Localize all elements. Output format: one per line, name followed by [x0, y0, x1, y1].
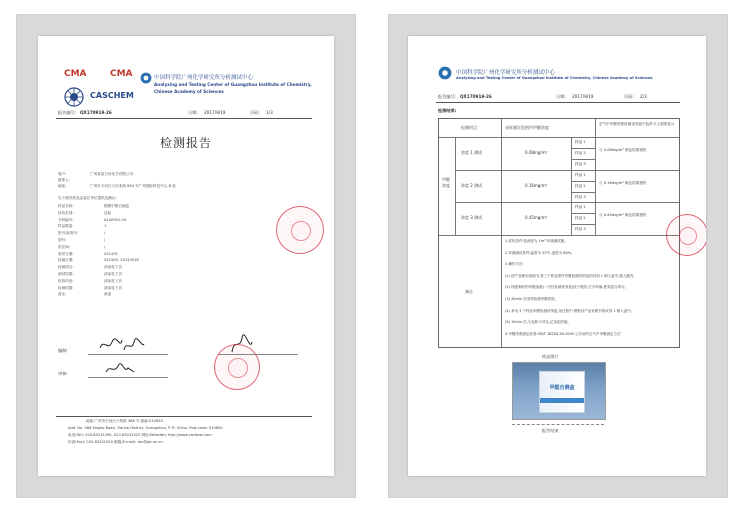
cma-logo-2-text: CMA [110, 69, 133, 79]
note-line: (4) 拿出 3 个样品甲醛检测试剂盒,用过程中,观察其产品说明书的试剂 1 倒入盒中。 [505, 308, 635, 313]
test-group-divider [455, 202, 679, 203]
test-result: 与 0.08mg/m³ 颜色结果相符 [599, 148, 647, 152]
col-divider-3 [571, 137, 572, 235]
report-end: 报告结束 [542, 428, 559, 433]
org-name-cn: 中国科学院广州化学研究所分析测试中心 [154, 75, 254, 81]
sample-cell: 样品 2 [575, 150, 586, 155]
test-result: 与 0.45mg/m³ 颜色结果相符 [599, 213, 647, 218]
sample-divider [571, 192, 595, 193]
footer-fax: 传真(Fax): 020-85231029 邮箱(E-mail): atc@gic.ac.cn [68, 440, 163, 444]
footer-tel: 电话(Tel): 020-85231290, 020-85231023 网址(Website): http://www.cacitest.com [68, 433, 212, 437]
sample-row-label: 型号: [58, 238, 67, 242]
notes-label: 备注 [465, 289, 473, 294]
org-name-en-2: Chinese Academy of Sciences [154, 89, 224, 94]
header-rule-2 [436, 102, 680, 103]
report-page-2 [408, 36, 706, 476]
test-name: 浓度 2 测试 [461, 182, 483, 188]
header-range: 采样测定范围内甲醛浓度 [505, 125, 549, 130]
sample-cell: 样品 1 [575, 205, 586, 210]
sample-row-value: / [104, 244, 106, 249]
photo-caption: 样品图片 [542, 354, 559, 359]
cma-logo-2 [110, 69, 132, 81]
product-box-stripe [540, 398, 584, 403]
table-body-bottom [439, 235, 679, 236]
sample-cell: 样品 1 [575, 172, 586, 177]
footer-address-en: Add: No. 368 Xingke Road, Tianhe District, Guangzhou, P. R. China. Post code: 510650 [68, 426, 223, 430]
note-line: (2) 待配制好的甲醛溶液(一次性检测试剂盒)放于舱内,打开风扇,使其混合均匀。 [505, 285, 629, 290]
note-line: 1.试验条件:检测室为 1m³ 环境测试舱。 [505, 239, 568, 243]
sample-row-label: 检验类别: [58, 210, 74, 215]
sample-row-label: 备注: [58, 292, 67, 297]
reviewer-label: 审核: [58, 371, 68, 376]
note-line: 4.甲醛浓度测定标准:GB/T 18204.26-2000 公共场所空气中甲醛测定方法 [505, 331, 621, 336]
sample-cell: 样品 1 [575, 140, 586, 144]
date-value: 2017/9/19 [204, 110, 226, 115]
editor-line [88, 354, 168, 355]
sample-divider [571, 159, 595, 160]
page-value: 1/3 [266, 110, 273, 115]
institute-emblem-icon [140, 72, 152, 84]
sample-row-value: A140901-04 [104, 217, 127, 222]
report-page-1 [38, 36, 334, 476]
sample-row-label: 样品名称: [58, 204, 74, 208]
header-rule [56, 118, 312, 119]
sample-row-value: 被委 [104, 292, 112, 297]
cma-logo-1-text: CMA [64, 69, 87, 79]
editor-label: 编制: [58, 348, 68, 353]
client-label: 客户: [58, 172, 67, 176]
product-box-label: 甲醛自测盒 [549, 385, 575, 391]
note-line: 3.操作方法: [505, 262, 524, 267]
table-header-divider [439, 137, 679, 138]
end-rule [512, 424, 604, 425]
editor-signature [98, 336, 146, 354]
institute-emblem-icon-2 [438, 66, 452, 80]
org-name-en-1: Analyzing and Testing Center of Guangzhou Institute of Chemistry, [154, 82, 312, 87]
address-value: 广州市天河区天河北路 894 号广州国际科技中心 B 座 [90, 184, 176, 188]
sample-row-value: 2014/9/ [104, 251, 118, 256]
test-name: 浓度 1 测试 [461, 150, 483, 155]
sample-row-value: 请参见下页 [104, 265, 122, 270]
date-label-2: 日期: [556, 94, 566, 99]
sample-cell: 样品 3 [575, 161, 586, 166]
footer-address-cn: 地址:广州市天河区兴科路 368 号 邮编:510650 [86, 419, 163, 423]
reviewer-signature [104, 362, 136, 376]
date-label: 日期: [188, 110, 198, 115]
header-result: 空气中甲醛浓度检测试剂盒中色阶卡上面度显示 [599, 122, 675, 126]
col-divider-2 [501, 119, 502, 235]
sample-row-label: 分析编号: [58, 217, 74, 222]
report-no-label-2: 报告编号: [438, 94, 457, 99]
sample-row-value: / [104, 238, 106, 242]
contact-label: 联系人: [58, 178, 70, 182]
official-stamp-2 [214, 344, 260, 390]
sample-row-label: 检测项目: [58, 265, 74, 270]
sample-row-label: 供应商: [58, 244, 70, 249]
test-concentration: 0.16mg/m³ [525, 182, 548, 188]
col-divider-4 [595, 119, 596, 235]
report-no-label: 报告编号: [58, 110, 77, 115]
cas-emblem-icon [64, 87, 84, 107]
sample-row-label: 样品数量: [58, 224, 74, 229]
section-title: 检测结果: [438, 108, 457, 113]
test-group-divider [455, 170, 679, 171]
sample-row-label: 检测日期: [58, 258, 74, 263]
product-box [539, 371, 585, 413]
sample-cell: 样品 2 [575, 216, 586, 221]
org-name-cn-2: 中国科学院广州化学研究所分析测试中心 [456, 70, 556, 76]
col-divider-1 [455, 137, 456, 235]
note-line: (1) 按产品使用说明书,将三个样品采样甲醛检测试剂盒的试剂 1 倒入盒中,插入舱内。 [505, 273, 637, 278]
sample-divider [571, 213, 595, 214]
sample-row-value: / [104, 231, 106, 236]
sample-cell: 样品 2 [575, 183, 586, 188]
test-name: 浓度 3 测试 [461, 215, 483, 221]
sample-divider [571, 181, 595, 182]
sample-notice: 以下测试样品由委托单位提供及确认: [58, 196, 117, 200]
cma-logo-1 [64, 69, 86, 81]
report-no: QX170919-26 [80, 110, 112, 115]
sample-cell: 样品 3 [575, 227, 586, 232]
caschem-logo-text: CASCHEM [90, 91, 134, 100]
page-value-2: 2/3 [640, 94, 647, 99]
report-title: 检测报告 [159, 136, 212, 150]
sample-row-label: 检验结论: [58, 278, 74, 283]
sample-row-label: 批号/标准号: [58, 231, 79, 236]
caschem-logo [90, 91, 150, 103]
sample-divider [571, 224, 595, 225]
reviewer-line [88, 377, 168, 378]
footer-rule [56, 416, 312, 417]
test-concentration: 0.45mg/m³ [525, 215, 548, 221]
sample-cell: 样品 3 [575, 194, 586, 199]
sample-row-value: 请参见下页 [104, 272, 122, 276]
note-line: (3) 30min 后采样检测甲醛浓度。 [505, 297, 559, 301]
test-result: 与 0.16mg/m³ 颜色结果相符 [599, 180, 647, 185]
page-label: 页码: [250, 110, 260, 115]
page-label-2: 页码: [624, 94, 634, 99]
org-name-en-2-line: Analyzing and Testing Center of Guangzhou Institute of Chemistry, Chinese Academy of Sciences [456, 76, 653, 80]
client-value: 广州某某日用化学有限公司 [90, 172, 134, 176]
official-stamp-1 [276, 206, 324, 254]
report-no-2: QX170919-26 [460, 94, 492, 99]
sample-row-value: 2014/9/- 2014/9/18 [104, 258, 139, 263]
address-label: 地址: [58, 184, 67, 188]
sample-row-label: 收样日期: [58, 251, 74, 256]
date-value-2: 2017/9/19 [572, 94, 594, 99]
sample-row-value: 请参见下页 [104, 285, 122, 290]
notes-divider [501, 235, 502, 347]
note-line: 2.环境测试条件:温度为 25℃,湿度为 60%。 [505, 250, 575, 255]
test-concentration: 0.08mg/m³ [525, 150, 548, 155]
note-line: (5) 10min 后,与色阶卡对比,记录色阶值。 [505, 320, 571, 325]
sample-photo [512, 362, 606, 420]
sample-row-value: 除醛甲醛自测盒 [104, 204, 130, 208]
row-group-label: 甲醛 浓度 [442, 177, 450, 188]
sample-row-value: 请参见下页 [104, 278, 122, 283]
header-test-item: 检测项目 [461, 125, 477, 130]
sample-row-label: 测试结果: [58, 272, 74, 276]
sample-row-value: 送检 [104, 210, 112, 215]
results-table [438, 118, 680, 348]
sample-row-value: 1 [104, 224, 107, 229]
sample-row-label: 检测依据: [58, 285, 74, 290]
sample-divider [571, 148, 595, 149]
official-stamp-3 [666, 214, 706, 256]
